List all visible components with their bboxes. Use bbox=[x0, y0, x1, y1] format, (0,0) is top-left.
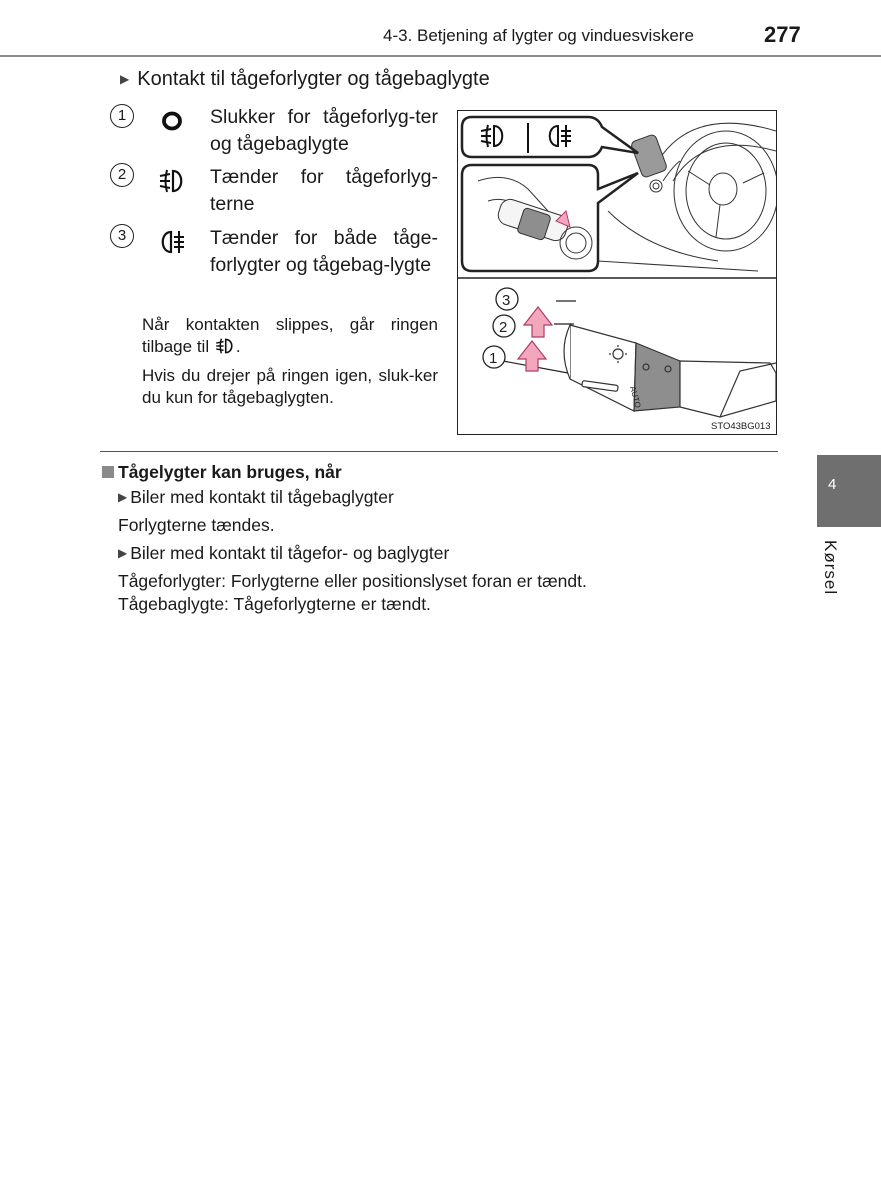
section-bullet-1-text: Biler med kontakt til tågebaglygter bbox=[130, 487, 394, 507]
item-text-1: Slukker for tågeforlyg-ter og tågebaglygte bbox=[210, 106, 438, 155]
chapter-label: Kørsel bbox=[821, 540, 840, 596]
item-number-3: 3 bbox=[110, 224, 134, 248]
square-bullet-icon bbox=[102, 466, 114, 478]
release-note-text: Når kontakten slippes, går ringen tilbage til bbox=[142, 315, 438, 356]
auto-label: AUTO bbox=[628, 385, 643, 409]
hand-inset bbox=[462, 165, 638, 271]
fog-switch-illustration bbox=[458, 111, 776, 434]
section-title: 4-3. Betjening af lygter og vinduesviskere bbox=[383, 26, 694, 45]
switch-heading-text: Kontakt til tågeforlygter og tågebaglygte bbox=[137, 68, 490, 90]
section-bullet-2-text: Biler med kontakt til tågefor- og baglygter bbox=[130, 543, 450, 563]
section-line-3: Tågebaglygte: Tågeforlygterne er tændt. bbox=[118, 594, 431, 614]
rear-fog-light-icon bbox=[157, 227, 187, 257]
fog-symbol-bubble bbox=[462, 117, 638, 157]
bullet-triangle-icon: ▶ bbox=[120, 72, 130, 86]
release-note bbox=[142, 314, 438, 358]
chapter-number: 4 bbox=[828, 476, 837, 493]
front-fog-light-icon bbox=[214, 337, 236, 355]
item-text-2: Tænder for tågeforlyg-terne bbox=[210, 166, 438, 215]
callout-1: 1 bbox=[489, 350, 498, 367]
figure-callouts bbox=[483, 288, 518, 368]
section-divider bbox=[100, 451, 778, 452]
page-number: 277 bbox=[764, 22, 801, 47]
callout-3: 3 bbox=[502, 292, 511, 309]
switch-heading bbox=[120, 68, 490, 91]
callout-2: 2 bbox=[499, 319, 508, 336]
off-ring-icon bbox=[157, 106, 187, 136]
item-number-2: 2 bbox=[110, 163, 134, 187]
chapter-tab bbox=[817, 455, 881, 527]
section-line-2: Tågeforlygter: Forlygterne eller positionslyset foran er tændt. bbox=[118, 571, 587, 591]
section-bullet-2 bbox=[118, 543, 449, 564]
item-number-1: 1 bbox=[110, 104, 134, 128]
header-divider bbox=[0, 55, 881, 57]
front-fog-light-icon bbox=[157, 166, 187, 196]
release-note-end: . bbox=[235, 337, 241, 356]
section-line-1: Forlygterne tændes. bbox=[118, 515, 275, 535]
figure-frame bbox=[457, 110, 777, 435]
figure-caption: STO43BG013 bbox=[711, 421, 771, 432]
section-heading-text: Tågelygter kan bruges, når bbox=[118, 462, 342, 482]
item-text-3: Tænder for både tåge-forlygter og tågebag-lygte bbox=[210, 227, 438, 276]
rotate-note: Hvis du drejer på ringen igen, sluk-ker du kun for tågebaglygten. bbox=[142, 366, 438, 407]
section-heading bbox=[102, 462, 342, 483]
pink-arrows bbox=[518, 307, 552, 371]
section-bullet-1 bbox=[118, 487, 394, 508]
bullet-triangle-icon: ▶ bbox=[118, 490, 128, 504]
bullet-triangle-icon: ▶ bbox=[118, 546, 128, 560]
